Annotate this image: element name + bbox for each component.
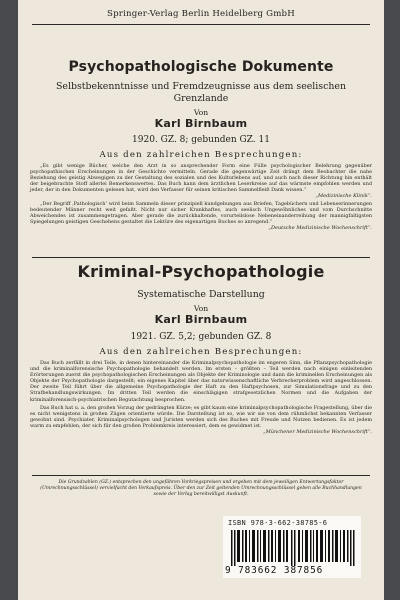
price-footnote: Die Grundzahlen (GZ.) entsprechen den ungefähren Vorkriegspreisen und ergeben mit dem jeweiligen Entwertungsfaktor (Umrechnungsschlüssel) vervielfacht den Verkaufspreis. Über den zur Zeit geltenden Umrechnungsschlüssel geben alle Buchhandlungen sowie der Verlag bereitwilligst Auskunft. [40,480,362,497]
book1-review-1-source: „Medizinische Klinik“. [315,193,372,200]
book1-reviews-heading: Aus den zahlreichen Besprechungen: [99,150,303,160]
book1-subtitle-line1: Selbstbekenntnisse und Fremdzeugnisse aus dem seelischen [56,81,346,92]
book2-review-source: „Münchener Medizinische Wochenschrift“. [263,429,372,436]
barcode-icon [231,530,355,566]
book2-subtitle: Systematische Darstellung [137,289,265,300]
book1-subtitle-line2: Grenzlande [173,93,229,104]
back-cover [18,0,384,600]
barcode-number: 9 783662 387856 [225,565,324,576]
book1-review-2-source: „Deutsche Medizinische Wochenschrift“. [268,224,372,231]
book1-review-2: „Der Begriff ‚Pathologisch‘ wird beim Sammeln dieser prinzipiell kundgebungen aus Briefen, Tagebüchern und Lebenserinnerungen bedeutender Männer recht weit gefaßt. Nicht nur sicher Krankhaftes, auch seelisch Ungewöhnliches und vom Durchschnitte Abweichendes ist zusammengetragen. Aber gerade die zurückhaltende, vorurteilslose Nebeneinanderreihung der mannigfaltigsten Spiegelungen geistigen Geschehens gestaltet die Lektüre des eigenartigen Buches so anregend.“ [30,200,372,225]
barcode-panel [223,516,361,578]
book1-reviews [30,163,372,231]
book2-reviews-heading: Aus den zahlreichen Besprechungen: [99,347,303,357]
book2-title: Kriminal-Psychopathologie [77,262,325,281]
book2-review-1: Das Buch zerfällt in drei Teile, in denen hintereinander die Kriminalpsychopathologie im engeren Sinn, die Pflanzpsychopathologie und die kriminalforensische Psychopathologie behandelt werden. Im ersten – größten – Teil werden nach einigen einleitenden Erörterungen zuerst die psychopathologischen Erscheinungen als Objekte der Kriminologie und dann die kriminellen Erscheinungen als Objekte der Psychopathologie dargestellt; ein eigenes Kapitel über das naturwissenschaftliche Verbrecherproblem wird angeschlossen. Der zweite Teil führt über die allgemeine Psychopathologie der Haft zu den Haftpsychosen, zur Simulationsfrage und zu den Strafbehandlungswirkungen. Im dritten Teil werden die einschlägigen strafgesetzlichen Normen und die Aufgaben der kriminalforensisch-psychiatrischen Begutachtung besprochen. [30,360,372,403]
book1-review-1: „Es gibt wenige Bücher, welche den Arzt in so ansprechender Form eine Fülle psychologischer Belehrung gegenüber psychopathischen Erscheinungen in der Geschichte vermitteln. Gerade die gegenwärtige Zeit drängt dem Beobachter die nahe Beziehung des geistig Abwegigen zu der Gestaltung des sozialen und des Kulturlebens auf, und auch nach dieser Richtung hin enthält der beigebrachte Stoff allerlei Bemerkenswertes. Das Buch kann dem ärztlichen Leserkreise auf das wärmste empfohlen werden und jeder, der in den Dokumenten gelesen hat, wird den Verfasser für seinen kritischen Sammelfleiß Dank wissen.“ [30,163,372,194]
book2-reviews [30,360,372,435]
book2-von: Von [193,304,209,313]
book2-author: Karl Birnbaum [154,313,248,326]
book1-von: Von [193,108,209,117]
isbn-label: ISBN 978-3-662-38785-6 [228,519,328,527]
book2-price: 1921. GZ. 5,2; gebunden GZ. 8 [130,332,272,342]
book2-review-2: Das Buch hat u. a. den großen Vorzug der gedrängten Kürze; es gibt kaum eine kriminalpsychopathologische Fragestellung, über die es nicht wenigstens in großen Zügen orientierte würde. Die Darstellung ist so, wie wir sie von dem rühmlichst bekannten Verfasser gewohnt sind. Psychiater, Kriminalpsychologen und Juristen werden sich des Buches mit Freude und Nutzen bedienen. Es ist jedem warm zu empfehlen, der sich für den großen Problemkreis interessiert, dem es gewidmet ist. [30,404,372,429]
top-rule [32,24,370,25]
publisher-name: Springer-Verlag Berlin Heidelberg GmbH [107,9,295,19]
book1-price: 1920. GZ. 8; gebunden GZ. 11 [132,135,270,145]
middle-rule [32,257,370,258]
book1-author: Karl Birnbaum [154,117,248,130]
bottom-rule [32,475,370,476]
book1-title: Psychopathologische Dokumente [68,59,334,75]
